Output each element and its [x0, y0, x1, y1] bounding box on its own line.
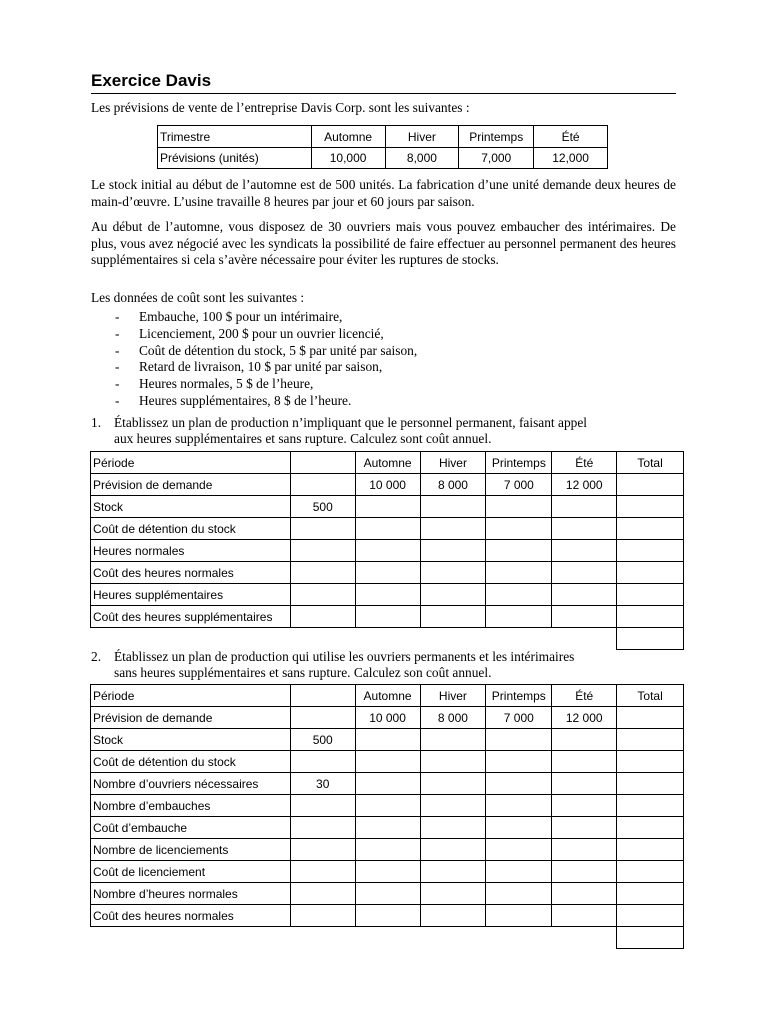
table-row [91, 562, 684, 584]
list-item [115, 393, 675, 410]
table-cell [486, 905, 552, 927]
table-cell [290, 562, 355, 584]
table-cell [552, 496, 617, 518]
table-cell [290, 861, 355, 883]
spacer-cell [355, 927, 420, 949]
table-header-row [91, 452, 684, 474]
bullet-dash: - [115, 325, 120, 341]
table-cell: Automne [355, 452, 420, 474]
table-cell [617, 707, 684, 729]
table-row [91, 861, 684, 883]
table-cell [486, 584, 552, 606]
table-cell: Printemps [486, 452, 552, 474]
table-cell: 10 000 [355, 707, 420, 729]
total-row [91, 628, 684, 650]
table-cell [486, 839, 552, 861]
table-cell [355, 540, 420, 562]
question-text-line2: sans heures supplémentaires et sans rupture. Calculez son coût annuel. [114, 665, 492, 681]
forecast-value-cell: 12,000 [534, 148, 608, 169]
table-cell [552, 861, 617, 883]
paragraph-workers: Au début de l’automne, vous disposez de 30 ouvriers mais vous pouvez embaucher des intérimaires. De plus, vous avez négocié avec les syndicats la possibilité de faire effectuer au personnel permanent des heures supplémentaires si cela s’avère nécessaire pour éviter les ruptures de stocks. [91, 219, 676, 268]
table-cell [617, 905, 684, 927]
table-cell [290, 474, 355, 496]
table-row [91, 729, 684, 751]
table-cell [552, 883, 617, 905]
table-cell: Été [552, 685, 617, 707]
table-row [91, 817, 684, 839]
question-2 [91, 649, 676, 682]
total-sum-cell [617, 628, 684, 650]
table-cell [486, 817, 552, 839]
table-cell [290, 707, 355, 729]
table-cell [420, 540, 486, 562]
table-cell [552, 905, 617, 927]
table-cell [552, 773, 617, 795]
table-row [91, 905, 684, 927]
table-cell [290, 584, 355, 606]
spacer-cell [290, 927, 355, 949]
row-label-cell: Coût de licenciement [91, 861, 291, 883]
table-cell [617, 839, 684, 861]
table-row [91, 518, 684, 540]
list-item-text: Retard de livraison, 10 $ par unité par saison, [139, 359, 383, 375]
table-cell: 500 [290, 729, 355, 751]
table-row [91, 883, 684, 905]
table-cell [420, 751, 486, 773]
table-cell [486, 540, 552, 562]
spacer-cell [420, 927, 486, 949]
table-row [91, 751, 684, 773]
table-cell [420, 883, 486, 905]
table-cell [552, 839, 617, 861]
bullet-dash: - [115, 309, 120, 324]
table-cell [617, 584, 684, 606]
table-cell: 10 000 [355, 474, 420, 496]
table-cell [617, 729, 684, 751]
table-cell [420, 562, 486, 584]
list-item [115, 343, 675, 360]
table-cell [355, 729, 420, 751]
table-header-row [91, 685, 684, 707]
table-cell [355, 606, 420, 628]
table-cell [552, 729, 617, 751]
list-item [115, 359, 675, 376]
row-label-cell: Heures normales [91, 540, 291, 562]
table-cell [486, 773, 552, 795]
table-cell [290, 795, 355, 817]
table-cell [552, 751, 617, 773]
list-item [115, 326, 675, 343]
table-cell [290, 817, 355, 839]
production-plan-table-2 [90, 684, 684, 949]
table-cell: 8 000 [420, 707, 486, 729]
table-cell [552, 518, 617, 540]
table-cell [617, 562, 684, 584]
bullet-dash: - [115, 359, 120, 375]
table-cell: 8 000 [420, 474, 486, 496]
table-cell [290, 685, 355, 707]
table-row [91, 496, 684, 518]
table-cell: 12 000 [552, 474, 617, 496]
spacer-cell [486, 927, 552, 949]
table-cell [355, 518, 420, 540]
table-cell [355, 584, 420, 606]
table-cell [355, 883, 420, 905]
list-item-text: Embauche, 100 $ pour un intérimaire, [139, 309, 343, 324]
table-cell [552, 584, 617, 606]
row-label-cell: Stock [91, 729, 291, 751]
table-cell [290, 518, 355, 540]
row-label-cell: Nombre d’heures normales [91, 883, 291, 905]
row-label-cell: Période [91, 685, 291, 707]
spacer-cell [552, 927, 617, 949]
table-cell [290, 839, 355, 861]
table-cell [355, 817, 420, 839]
bullet-dash: - [115, 376, 120, 392]
table-row [91, 540, 684, 562]
costs-intro-text: Les données de coût sont les suivantes : [91, 290, 305, 305]
table-cell [355, 861, 420, 883]
question-1 [91, 415, 676, 448]
table-cell [486, 729, 552, 751]
row-label-cell: Heures supplémentaires [91, 584, 291, 606]
table-cell [552, 606, 617, 628]
table-cell [290, 452, 355, 474]
table-cell [617, 540, 684, 562]
forecast-header-cell: Hiver [385, 126, 459, 148]
table-cell [486, 562, 552, 584]
spacer-cell [355, 628, 420, 650]
row-label-cell: Coût de détention du stock [91, 518, 291, 540]
table-cell [617, 474, 684, 496]
table-cell [486, 496, 552, 518]
table-cell [486, 795, 552, 817]
bullet-dash: - [115, 392, 120, 408]
table-cell [420, 606, 486, 628]
question-text-line1: Établissez un plan de production n’impliquant que le personnel permanent, faisant appel [114, 415, 587, 430]
table-cell: Hiver [420, 452, 486, 474]
table-cell [355, 839, 420, 861]
spacer-cell [91, 927, 291, 949]
row-label-cell: Nombre de licenciements [91, 839, 291, 861]
table-cell [420, 795, 486, 817]
table-cell [290, 540, 355, 562]
list-item-text: Coût de détention du stock, 5 $ par unité par saison, [139, 342, 418, 358]
row-label-cell: Coût d’embauche [91, 817, 291, 839]
table-cell: Printemps [486, 685, 552, 707]
table-cell: 500 [290, 496, 355, 518]
forecast-table [157, 125, 608, 169]
table-cell [617, 817, 684, 839]
list-item [115, 309, 675, 326]
forecast-value-cell: 7,000 [459, 148, 534, 169]
table-cell: 7 000 [486, 474, 552, 496]
table-row [91, 474, 684, 496]
spacer-cell [420, 628, 486, 650]
table-cell [420, 729, 486, 751]
forecast-header-cell: Été [534, 126, 608, 148]
cost-list [115, 309, 675, 410]
table-cell [355, 773, 420, 795]
table-cell [617, 751, 684, 773]
table-cell [486, 751, 552, 773]
table-cell [486, 883, 552, 905]
table-cell [290, 883, 355, 905]
table-cell [420, 817, 486, 839]
table-cell [552, 562, 617, 584]
list-item-text: Heures supplémentaires, 8 $ de l’heure. [139, 392, 352, 408]
table-row [91, 584, 684, 606]
table-cell [420, 584, 486, 606]
table-cell: 12 000 [552, 707, 617, 729]
table-cell [552, 540, 617, 562]
table-cell: Total [617, 685, 684, 707]
table-cell [420, 905, 486, 927]
table-row [91, 839, 684, 861]
list-item-text: Heures normales, 5 $ de l’heure, [139, 376, 314, 392]
spacer-cell [486, 628, 552, 650]
table-cell [617, 861, 684, 883]
table-cell [552, 817, 617, 839]
table-cell [290, 606, 355, 628]
table-cell [355, 562, 420, 584]
row-label-cell: Nombre d’ouvriers nécessaires [91, 773, 291, 795]
table-cell [617, 606, 684, 628]
row-label-cell: Stock [91, 496, 291, 518]
spacer-cell [552, 628, 617, 650]
production-plan-table-1 [90, 451, 684, 650]
spacer-cell [91, 628, 291, 650]
table-cell [420, 839, 486, 861]
intro-text: Les prévisions de vente de l’entreprise Davis Corp. sont les suivantes : [91, 100, 470, 115]
table-cell [486, 606, 552, 628]
paragraph-stock: Le stock initial au début de l’automne est de 500 unités. La fabrication d’une unité demande deux heures de main-d’œuvre. L’usine travaille 8 heures par jour et 60 jours par saison. [91, 177, 676, 209]
list-item-text: Licenciement, 200 $ pour un ouvrier licencié, [139, 325, 384, 341]
table-cell: Hiver [420, 685, 486, 707]
row-label-cell: Coût de détention du stock [91, 751, 291, 773]
question-text-line2: aux heures supplémentaires et sans rupture. Calculez sont coût annuel. [114, 431, 492, 447]
forecast-header-cell: Automne [311, 126, 385, 148]
table-cell [290, 905, 355, 927]
table-cell [355, 795, 420, 817]
table-cell [420, 496, 486, 518]
table-cell: Automne [355, 685, 420, 707]
table-cell [355, 905, 420, 927]
table-cell [486, 518, 552, 540]
total-sum-cell [617, 927, 684, 949]
question-number: 2. [91, 649, 102, 664]
row-label-cell: Prévision de demande [91, 707, 291, 729]
forecast-row-label: Prévisions (unités) [158, 148, 312, 169]
table-cell [290, 751, 355, 773]
table-cell [486, 861, 552, 883]
table-cell [420, 861, 486, 883]
row-label-cell: Coût des heures normales [91, 562, 291, 584]
row-label-cell: Coût des heures supplémentaires [91, 606, 291, 628]
table-cell [617, 795, 684, 817]
table-cell: 7 000 [486, 707, 552, 729]
list-item [115, 376, 675, 393]
row-label-cell: Coût des heures normales [91, 905, 291, 927]
question-text-line1: Établissez un plan de production qui utilise les ouvriers permanents et les intérimaires [114, 649, 575, 664]
row-label-cell: Nombre d’embauches [91, 795, 291, 817]
forecast-value-cell: 8,000 [385, 148, 459, 169]
row-label-cell: Prévision de demande [91, 474, 291, 496]
table-row [91, 606, 684, 628]
table-cell [552, 795, 617, 817]
table-cell [617, 773, 684, 795]
table-row [91, 707, 684, 729]
table-cell [617, 496, 684, 518]
table-row [91, 795, 684, 817]
bullet-dash: - [115, 342, 120, 358]
forecast-header-cell: Trimestre [158, 126, 312, 148]
page-title: Exercice Davis [91, 71, 676, 94]
forecast-value-cell: 10,000 [311, 148, 385, 169]
table-cell [355, 496, 420, 518]
table-cell [355, 751, 420, 773]
question-number: 1. [91, 415, 102, 430]
total-row [91, 927, 684, 949]
row-label-cell: Période [91, 452, 291, 474]
forecast-header-cell: Printemps [459, 126, 534, 148]
table-cell: Total [617, 452, 684, 474]
table-cell [420, 518, 486, 540]
spacer-cell [290, 628, 355, 650]
table-cell: 30 [290, 773, 355, 795]
table-cell [420, 773, 486, 795]
table-row [91, 773, 684, 795]
table-cell [617, 883, 684, 905]
table-cell: Été [552, 452, 617, 474]
table-cell [617, 518, 684, 540]
